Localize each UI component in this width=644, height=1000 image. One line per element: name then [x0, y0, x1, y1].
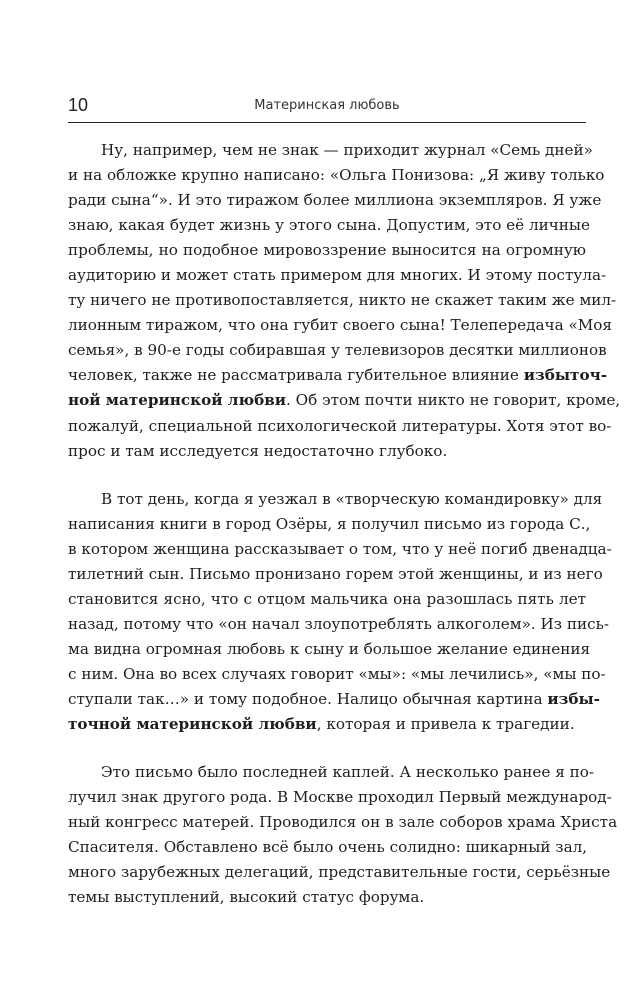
- text-line: [68, 562, 603, 587]
- text-segment: знаю, какая будет жизнь у этого сына. Допустим, это её личные: [68, 216, 590, 235]
- text-line: [68, 860, 611, 885]
- text-segment: ма видна огромная любовь к сыну и большое желание единения: [68, 639, 591, 658]
- text-segment: пожалуй, специальной психологической литературы. Хотя этот во-: [68, 416, 612, 435]
- text-line: [68, 388, 621, 413]
- text-line: [68, 612, 610, 637]
- paragraph: [68, 487, 612, 737]
- paragraph: [68, 138, 621, 464]
- text-segment: , которая и привела к трагедии.: [316, 715, 575, 734]
- text-line: [68, 138, 593, 163]
- emphasis-text: ной материнской любви: [68, 391, 287, 410]
- text-line: [68, 712, 586, 737]
- text-segment: ный конгресс матерей. Проводился он в зале соборов храма Христа: [68, 813, 618, 832]
- body-text: [68, 138, 621, 910]
- emphasis-text: избыточ-: [523, 366, 608, 385]
- text-line: [68, 363, 608, 388]
- header-rule: [68, 122, 586, 123]
- paragraph: [68, 760, 618, 910]
- text-segment: назад, потому что «он начал злоупотреблять алкоголем». Из пись-: [68, 614, 610, 633]
- text-segment: ту ничего не противопоставляется, никто не скажет таким же мил-: [68, 291, 617, 310]
- page-number: 10: [68, 95, 89, 115]
- text-segment: становится ясно, что с отцом мальчика она разошлась пять лет: [68, 589, 586, 608]
- text-line: [68, 537, 612, 562]
- text-segment: прос и там исследуется недостаточно глубоко.: [68, 441, 448, 460]
- text-line: [68, 760, 595, 785]
- emphasis-text: точной материнской любви: [68, 715, 317, 734]
- text-line: [68, 288, 617, 313]
- text-segment: семья», в 90-е годы собиравшая у телевизоров десятки миллионов: [68, 341, 607, 360]
- text-line: [68, 785, 612, 810]
- text-segment: Это письмо было последней каплей. А несколько ранее я по-: [101, 763, 595, 782]
- text-line: [68, 637, 591, 662]
- text-segment: в котором женщина рассказывает о том, что у неё погиб двенадца-: [68, 539, 612, 558]
- emphasis-text: избы-: [547, 689, 600, 708]
- text-line: [68, 313, 613, 338]
- text-line: [68, 238, 586, 263]
- text-segment: Спасителя. Обставлено всё было очень солидно: шикарный зал,: [68, 838, 588, 857]
- text-line: [68, 263, 607, 288]
- text-line: [68, 512, 591, 537]
- text-line: [68, 414, 612, 439]
- text-segment: человек, также не рассматривала губительное влияние: [68, 366, 524, 385]
- text-line: [68, 587, 586, 612]
- text-line: [68, 487, 603, 512]
- text-line: [68, 338, 607, 363]
- text-segment: с ним. Она во всех случаях говорит «мы»: «мы лечились», «мы по-: [68, 664, 606, 683]
- text-segment: и на обложке крупно написано: «Ольга Понизова: „Я живу только: [68, 166, 605, 185]
- text-line: [68, 163, 605, 188]
- text-line: [68, 662, 606, 687]
- text-segment: В тот день, когда я уезжал в «творческую командировку» для: [101, 489, 603, 508]
- book-title: Материнская любовь: [254, 98, 400, 113]
- text-segment: лионным тиражом, что она губит своего сына! Телепередача «Моя: [68, 316, 613, 335]
- text-segment: лучил знак другого рода. В Москве проходил Первый международ-: [68, 788, 612, 807]
- text-segment: Ну, например, чем не знак — приходит журнал «Семь дней»: [101, 141, 593, 159]
- text-line: [68, 188, 602, 213]
- text-segment: тилетний сын. Письмо пронизано горем этой женщины, и из него: [68, 564, 603, 583]
- text-line: [68, 835, 586, 860]
- text-segment: темы выступлений, высокий статус форума.: [68, 888, 425, 907]
- text-segment: аудиторию и может стать примером для многих. И этому постула-: [68, 266, 607, 285]
- text-line: [68, 687, 600, 712]
- text-segment: ради сына“». И это тиражом более миллиона экземпляров. Я уже: [68, 191, 602, 210]
- text-segment: ступали так…» и тому подобное. Налицо обычная картина: [68, 689, 548, 708]
- text-line: [68, 885, 586, 910]
- text-line: [68, 439, 586, 464]
- text-segment: написания книги в город Озёры, я получил письмо из города С.,: [68, 514, 591, 533]
- text-line: [68, 810, 618, 835]
- running-head: [68, 94, 586, 120]
- text-line: [68, 213, 590, 238]
- text-segment: много зарубежных делегаций, представительные гости, серьёзные: [68, 863, 611, 882]
- text-segment: проблемы, но подобное мировоззрение выносится на огромную: [68, 241, 586, 260]
- text-segment: . Об этом почти никто не говорит, кроме,: [286, 391, 621, 410]
